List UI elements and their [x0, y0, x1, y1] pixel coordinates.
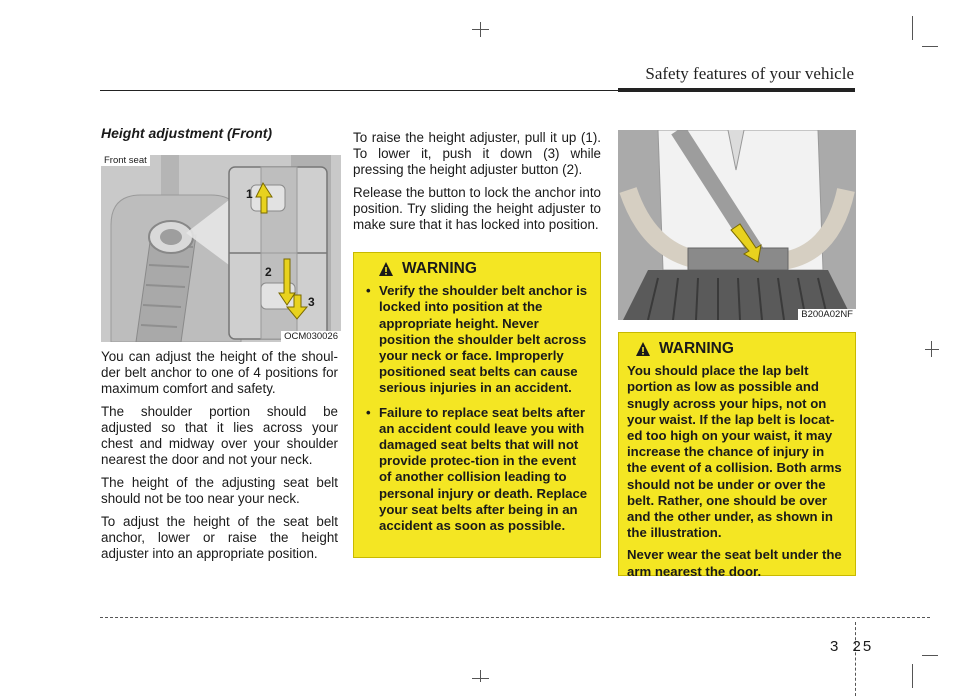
crop-mark-bottom-stem	[480, 670, 481, 682]
section-heading: Height adjustment (Front)	[101, 125, 273, 141]
figure-code: OCM030026	[281, 331, 341, 342]
height-adjuster-figure	[101, 155, 341, 342]
warning-item: • Verify the shoulder belt anchor is locked into position at the appropriate height. Never position the shoulder belt across your neck or face. Improperly positioned seat belts can cause serious injuries in an accident.	[366, 283, 590, 396]
warning-title: WARNING	[659, 340, 734, 357]
warning-item: • Failure to replace seat belts after an accident could leave you with damaged seat belts that will not provide protec-tion in the event of another collision leading to personal injury or death. Replace your seat belts after being in an accident as soon as possible.	[366, 405, 590, 535]
paragraph: The shoulder portion should be adjusted so that it lies across your chest and midway over your shoulder nearest the door and not your neck.	[101, 404, 338, 467]
warning-paragraph: Never wear the seat belt under the arm nearest the door.	[627, 547, 842, 579]
callout-1: 1	[246, 187, 253, 201]
footer-rule	[100, 617, 930, 618]
running-header: Safety features of your vehicle	[645, 64, 854, 83]
warning-header	[627, 341, 845, 357]
paragraph: You can adjust the height of the shoul-der belt anchor to one of 4 positions for maximum comfort and safety.	[101, 349, 338, 396]
middle-column-text	[353, 130, 601, 240]
warning-list	[366, 283, 590, 534]
warning-header	[366, 261, 590, 277]
warning-triangle-icon	[635, 341, 651, 357]
crop-mark-top-stem	[480, 22, 481, 37]
chapter-number: 3	[830, 638, 841, 655]
crop-mark-right-stem	[931, 341, 932, 357]
footer-separator	[855, 622, 856, 696]
lap-belt-figure	[618, 130, 856, 320]
crop-mark-right	[925, 349, 939, 350]
crop-mark-bottom-right-h	[922, 655, 938, 656]
crop-mark-top-right-h	[922, 46, 938, 47]
page-number-value: 25	[852, 638, 874, 655]
figure-code: B200A02NF	[798, 309, 856, 320]
callout-2: 2	[265, 265, 272, 279]
header-rule-accent	[618, 88, 855, 92]
lap-belt-illustration	[618, 130, 856, 320]
height-adjuster-illustration	[101, 155, 341, 342]
warning-paragraph: You should place the lap belt portion as low as possible and snugly across your hips, not on your waist. If the lap belt is locat-ed too high on your waist, it may increase the chance of injury in the event of a collision. Both arms should not be under or over the belt. Rather, one should be over and the other under, as shown in the illustration.	[627, 363, 842, 541]
paragraph: Release the button to lock the anchor into position. Try sliding the height adjuster to make sure that it has locked into position.	[353, 185, 601, 232]
warning-triangle-icon	[378, 261, 394, 277]
warning-title: WARNING	[402, 260, 477, 277]
warning-box-lap-belt	[618, 332, 856, 579]
callout-3: 3	[308, 295, 315, 309]
paragraph: To raise the height adjuster, pull it up (1). To lower it, push it down (3) while pressing the height adjuster button (2).	[353, 130, 601, 177]
left-column-text	[101, 349, 338, 569]
crop-mark-bottom-right-v	[912, 664, 913, 688]
figure-label: Front seat	[101, 155, 150, 166]
warning-box-height-adjuster	[353, 252, 601, 558]
crop-mark-top-right-v	[912, 16, 913, 40]
paragraph: The height of the adjusting seat belt should not be too near your neck.	[101, 475, 338, 506]
page-number	[830, 638, 873, 655]
paragraph: To adjust the height of the seat belt anchor, lower or raise the height adjuster into an appropriate position.	[101, 514, 338, 561]
